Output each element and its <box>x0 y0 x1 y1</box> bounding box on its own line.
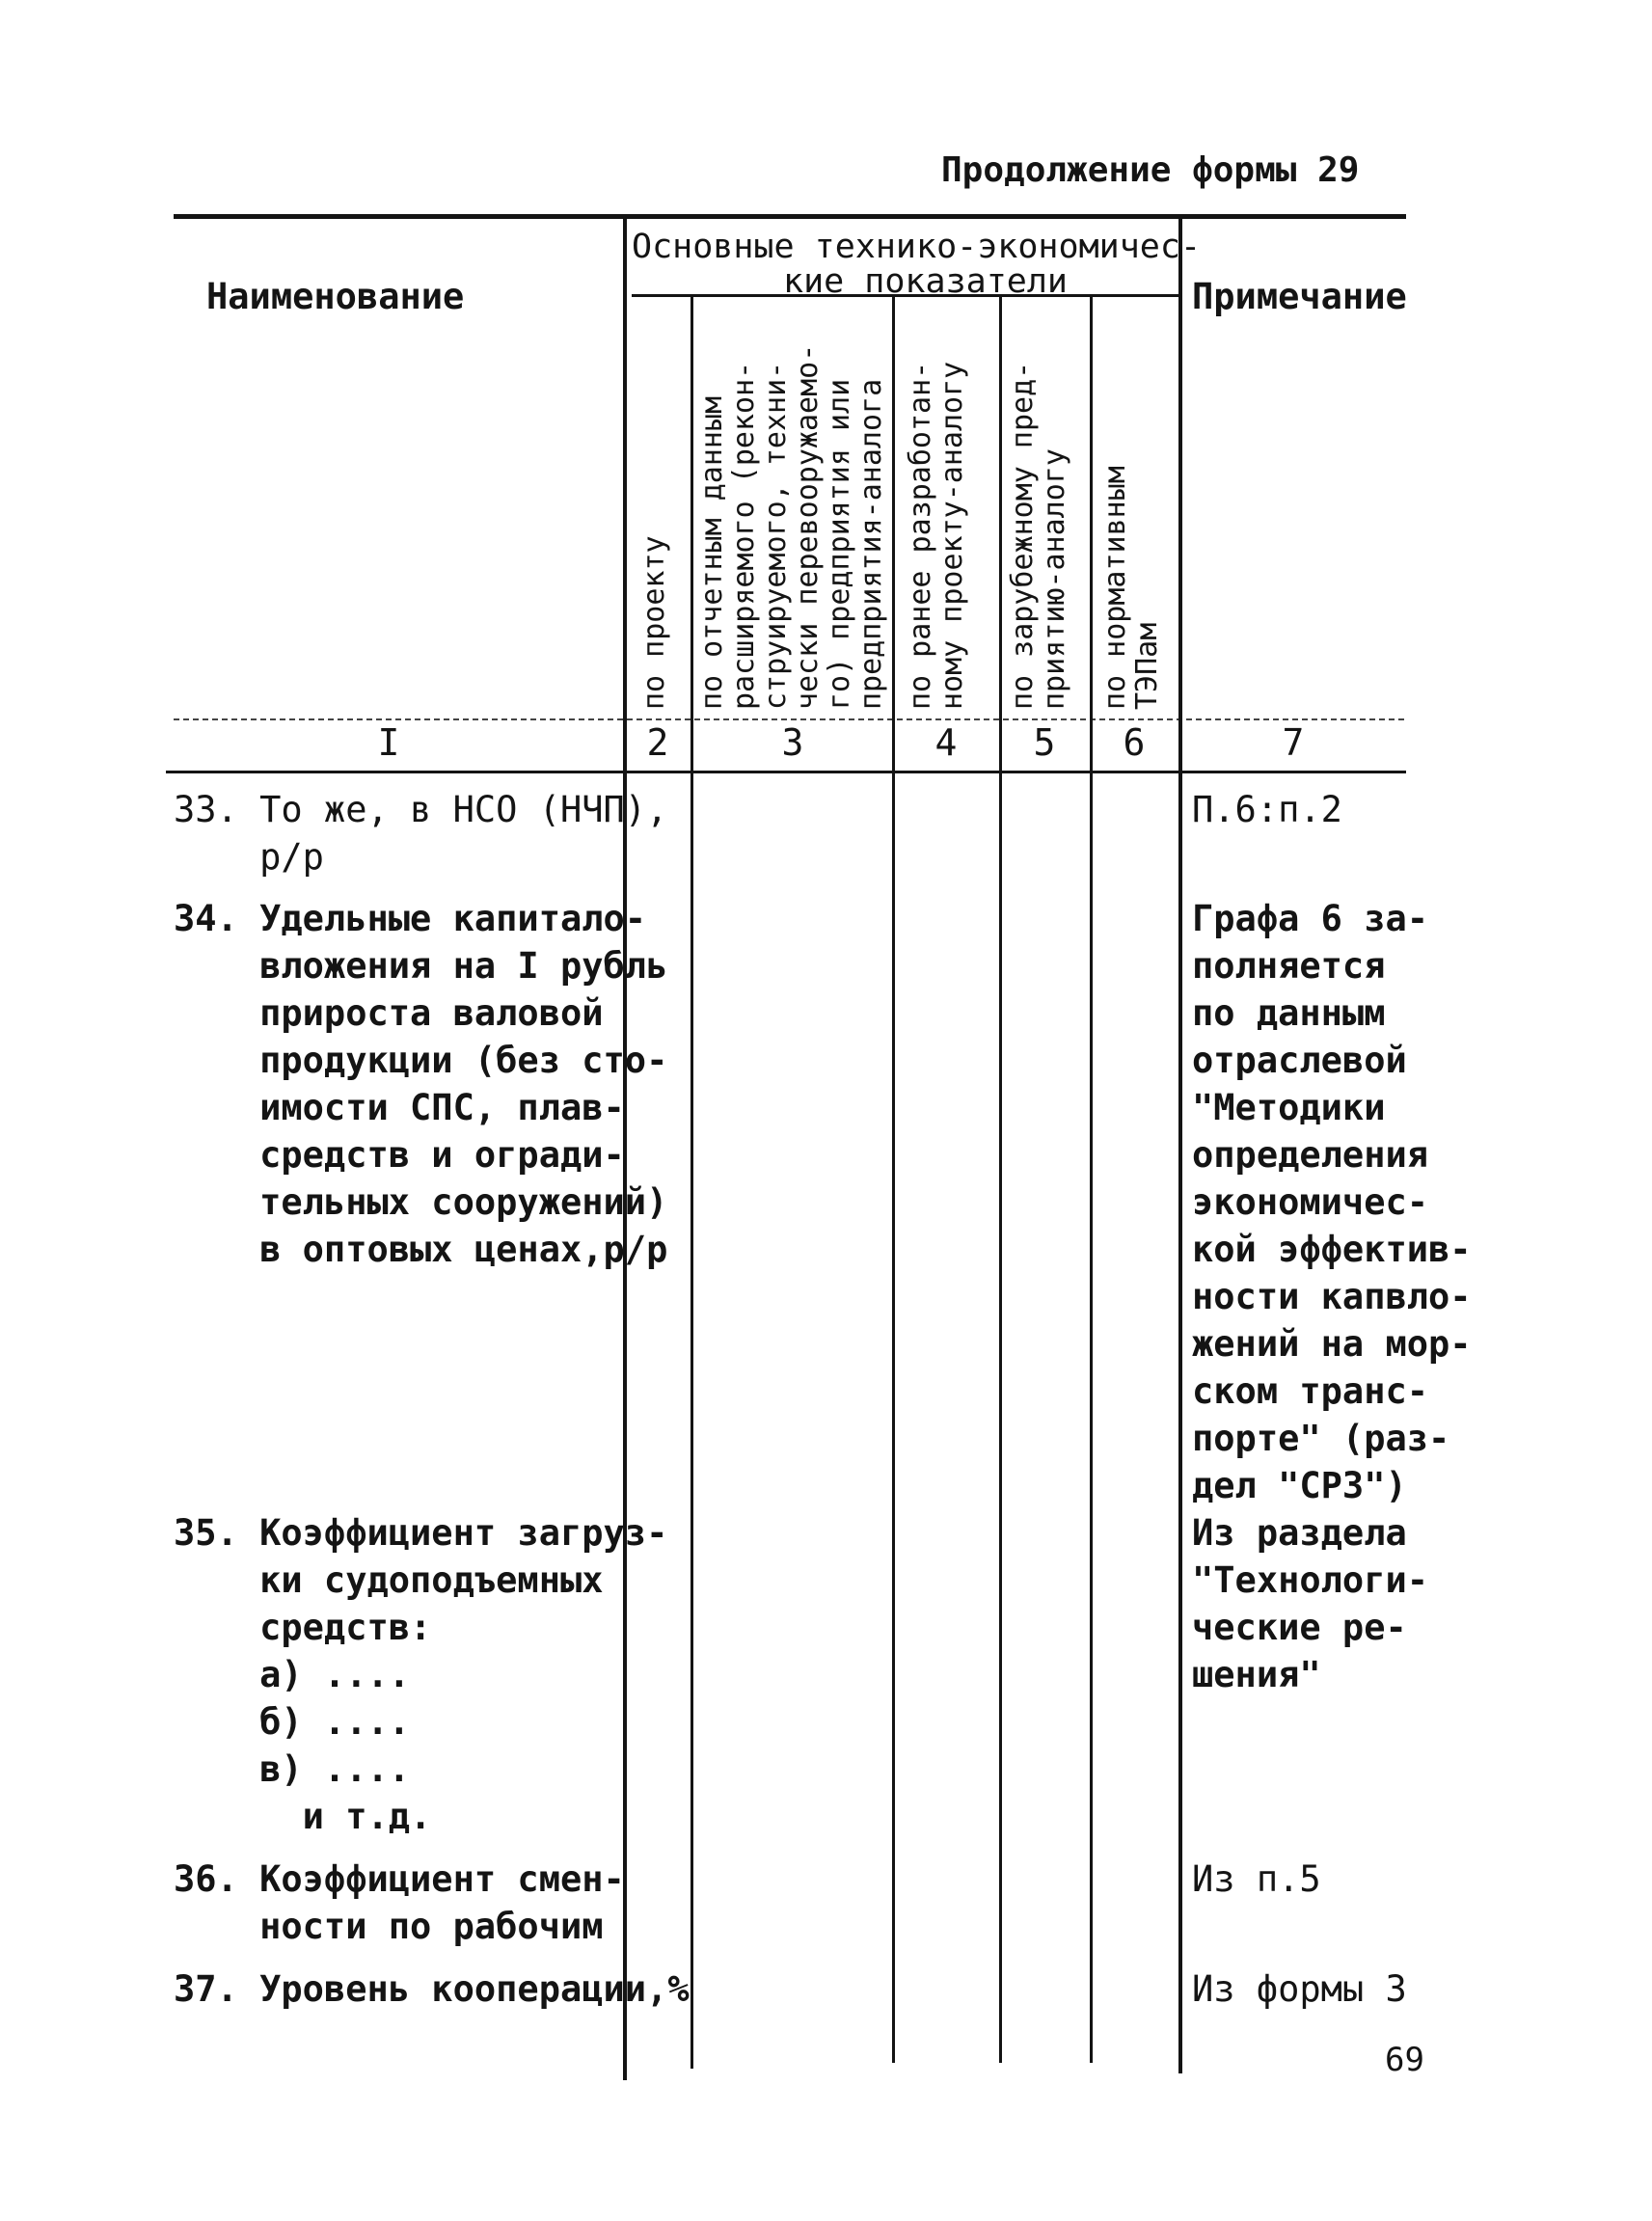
group-header-line1: Основные технико-экономичес- <box>632 228 1202 266</box>
column-number: 3 <box>781 721 804 764</box>
col-divider-3 <box>892 296 895 2063</box>
form-continuation-label: Продолжение формы 29 <box>941 150 1360 190</box>
row-37-note: Из формы 3 <box>1192 1968 1407 2010</box>
page-number: 69 <box>1385 2041 1424 2079</box>
table-top-border <box>174 214 1406 219</box>
row-36-note: Из п.5 <box>1192 1858 1321 1900</box>
column-number: 5 <box>1033 721 1056 764</box>
subheader-by-earlier-project: по ранее разработан- ному проекту-аналогу <box>904 361 969 710</box>
row-35-note: Из раздела "Технологи- ческие ре- шения" <box>1192 1512 1429 1695</box>
col-divider-5 <box>1090 296 1093 2063</box>
column-number: 6 <box>1123 721 1146 764</box>
column-number: I <box>377 721 400 764</box>
column-number: 2 <box>646 721 669 764</box>
numbers-row-bottom <box>166 771 1406 773</box>
col-divider-2 <box>691 296 693 2069</box>
row-33-name: 33. То же, в НСО (НЧП), р/р <box>174 789 668 878</box>
column-number: 7 <box>1282 721 1305 764</box>
row-33-note: П.6:п.2 <box>1192 789 1342 830</box>
row-34-note: Графа 6 за- полняется по данным отраслевой "Методики определения экономичес- кой эффектив- ности капвло- жений на мор- ском транс- порте" (раз- дел "СРЗ") <box>1192 898 1472 1506</box>
row-34-name: 34. Удельные капитало- вложения на I рубль прироста валовой продукции (без сто- имости СПС, плав- средств и огради- тельных сооружений) в оптовых ценах,р/р <box>174 898 668 1270</box>
subheader-by-normative: по нормативным ТЭПам <box>1098 466 1164 710</box>
subheader-by-reports: по отчетным данным расширяемого (рекон- струируемого, техни- чески перевооружаемо- го) предприятия или предприятия-аналога <box>695 343 888 710</box>
name-column-header: Наименование <box>206 276 465 317</box>
note-column-header: Примечание <box>1192 276 1407 317</box>
col-divider-4 <box>999 296 1002 2063</box>
row-36-name: 36. Коэффициент смен- ности по рабочим <box>174 1858 625 1947</box>
header-bottom-dashed <box>174 718 1406 720</box>
subheader-by-foreign-analog: по зарубежному пред- приятию-аналогу <box>1006 361 1071 710</box>
row-37-name: 37. Уровень кооперации,% <box>174 1968 690 2010</box>
group-header-line2: кие показатели <box>783 262 1069 301</box>
subheader-by-project: по проекту <box>637 535 671 710</box>
col-divider-6 <box>1178 217 1182 2073</box>
row-35-name: 35. Коэффициент загруз- ки судоподъемных средств: а) .... б) .... в) .... и т.д. <box>174 1512 668 1837</box>
column-number: 4 <box>934 721 958 764</box>
